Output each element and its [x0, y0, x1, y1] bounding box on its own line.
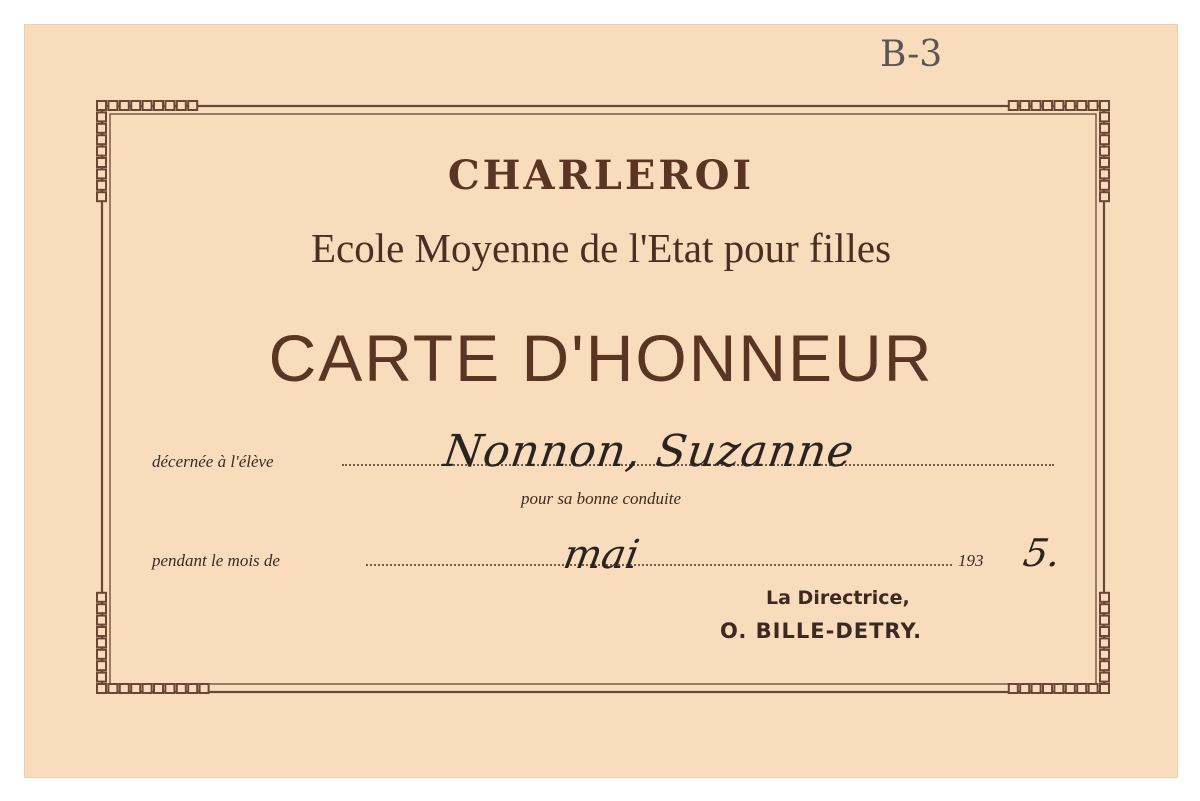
border-square	[97, 124, 106, 133]
border-square	[177, 684, 186, 693]
border-square	[1043, 684, 1052, 693]
border-square	[1077, 101, 1086, 110]
border-square	[1077, 684, 1086, 693]
border-square	[1043, 101, 1052, 110]
border-square	[1054, 101, 1063, 110]
border-square	[97, 616, 106, 625]
reference-handwritten: B-3	[880, 34, 943, 75]
border-square	[1100, 135, 1109, 144]
year-prefix: 193	[958, 551, 984, 570]
border-square	[131, 101, 140, 110]
border-square	[1100, 112, 1109, 121]
border-square	[188, 684, 197, 693]
border-square	[1089, 684, 1098, 693]
honor-card	[24, 24, 1178, 778]
border-square	[108, 684, 117, 693]
border-square	[1009, 101, 1018, 110]
border-square	[1100, 124, 1109, 133]
border-square	[108, 101, 117, 110]
month-dotted-line	[366, 564, 952, 566]
border-square	[120, 684, 129, 693]
border-square	[97, 673, 106, 682]
border-square	[143, 684, 152, 693]
border-square	[1066, 684, 1075, 693]
month-label: pendant le mois de	[152, 551, 280, 570]
school-name: Ecole Moyenne de l'Etat pour filles	[310, 225, 892, 271]
border-square	[1032, 101, 1041, 110]
border-square	[1100, 604, 1109, 613]
border-square	[97, 135, 106, 144]
border-square	[97, 650, 106, 659]
border-square	[1100, 684, 1109, 693]
director-name: O. BILLE-DETRY.	[720, 619, 923, 643]
border-square	[188, 101, 197, 110]
border-square	[1032, 684, 1041, 693]
border-square	[154, 101, 163, 110]
border-square	[165, 101, 174, 110]
border-square	[97, 661, 106, 670]
border-square	[1100, 593, 1109, 602]
border-square	[1100, 661, 1109, 670]
border-square	[200, 684, 209, 693]
border-square	[1100, 638, 1109, 647]
border-square	[1066, 101, 1075, 110]
border-square	[154, 684, 163, 693]
border-square	[131, 684, 140, 693]
border-square	[1100, 673, 1109, 682]
border-square	[97, 604, 106, 613]
border-square	[97, 638, 106, 647]
border-square	[1020, 101, 1029, 110]
border-square	[143, 101, 152, 110]
awarded-to-label: décernée à l'élève	[152, 452, 274, 471]
border-square	[120, 101, 129, 110]
border-square	[1009, 684, 1018, 693]
border-square	[97, 593, 106, 602]
card-title: CARTE D'HONNEUR	[268, 321, 934, 395]
border-square	[165, 684, 174, 693]
border-square	[1100, 616, 1109, 625]
decorative-border	[24, 24, 1178, 778]
border-square	[1089, 101, 1098, 110]
city-heading: CHARLEROI	[447, 152, 755, 199]
director-role: La Directrice,	[766, 587, 910, 609]
month-handwritten: mai	[559, 532, 643, 578]
border-square	[1020, 684, 1029, 693]
border-square	[97, 112, 106, 121]
border-square	[177, 101, 186, 110]
border-square	[1100, 101, 1109, 110]
reason-label: pour sa bonne conduite	[520, 489, 682, 508]
border-square	[1100, 627, 1109, 636]
student-name-handwritten: Nonnon, Suzanne	[440, 426, 858, 477]
year-digit-handwritten: 5.	[1020, 531, 1065, 575]
border-square	[97, 627, 106, 636]
border-square	[1054, 684, 1063, 693]
border-square	[1100, 650, 1109, 659]
border-square	[97, 101, 106, 110]
border-square	[97, 684, 106, 693]
